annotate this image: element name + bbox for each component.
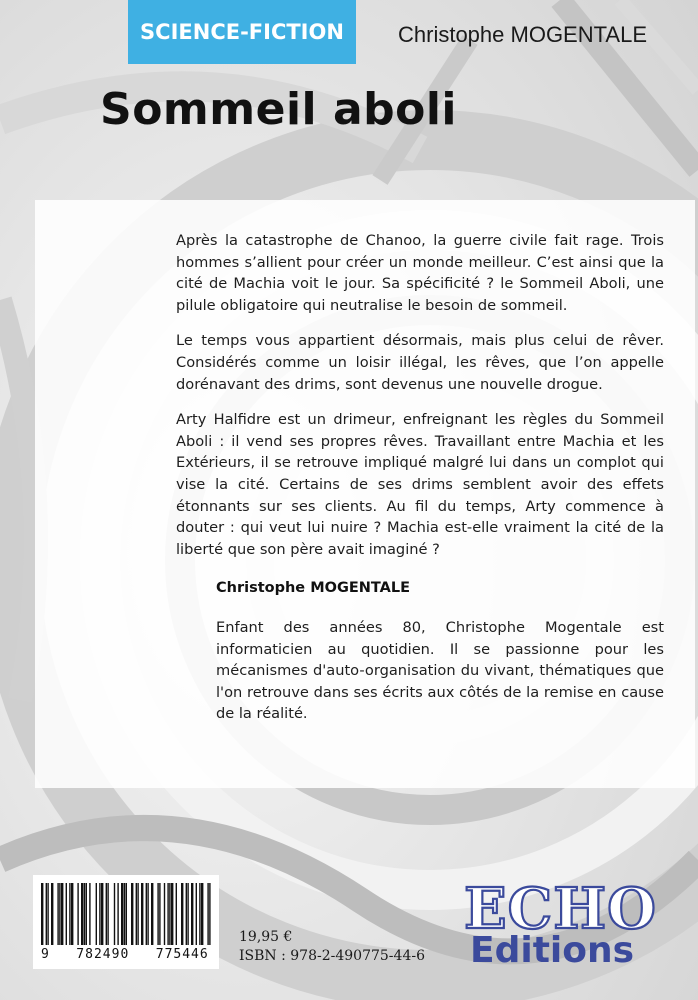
book-title: Sommeil aboli	[100, 84, 458, 135]
barcode	[33, 875, 219, 969]
barcode-digits: 9 782490 775446	[41, 947, 209, 962]
synopsis	[176, 230, 664, 574]
synopsis-paragraph: Arty Halfidre est un drimeur, enfreignant les règles du Sommeil Aboli : il vend ses propres rêves. Travaillant entre Machia et les Extérieurs, il se retrouve impliqué malgré lui dans un complot qui vise la cité. Certains de ses drims semblent avoir des effets étonnants sur ses clients. Au fil du temps, Arty commence à douter : qui veut lui nuire ? Machia est-elle vraiment la cité de la liberté que son père avait imaginé ?	[176, 411, 664, 558]
genre-banner: SCIENCE-FICTION	[128, 0, 356, 64]
isbn: ISBN : 978-2-490775-44-6	[239, 948, 425, 964]
author-name-header: Christophe MOGENTALE	[398, 22, 648, 47]
price: 19,95 €	[239, 929, 293, 945]
publisher-logo	[460, 878, 670, 968]
author-bio-text: Enfant des années 80, Christophe Mogentale est informaticien au quotidien. Il se passionne pour les mécanismes d'auto-organisation du vivant, thématiques que l'on retrouve dans ses écrits aux côtés de la remise en cause de la réalité.	[216, 619, 664, 723]
logo-editions-text: Editions	[470, 930, 635, 968]
logo-echo-text: ECHO	[464, 878, 657, 942]
synopsis-paragraph: Le temps vous appartient désormais, mais plus celui de rêver. Considérés comme un loisir illégal, les rêves, que l’on appelle dorénavant des drims, sont devenus une nouvelle drogue.	[176, 332, 664, 393]
barcode-bars	[39, 883, 213, 945]
author-bio-heading: Christophe MOGENTALE	[216, 580, 411, 596]
synopsis-paragraph: Après la catastrophe de Chanoo, la guerre civile fait rage. Trois hommes s’allient pour créer un monde meilleur. C’est ainsi que la cité de Machia voit le jour. Sa spécificité ? le Sommeil Aboli, une pilule obligatoire qui neutralise le besoin de sommeil.	[176, 232, 664, 314]
